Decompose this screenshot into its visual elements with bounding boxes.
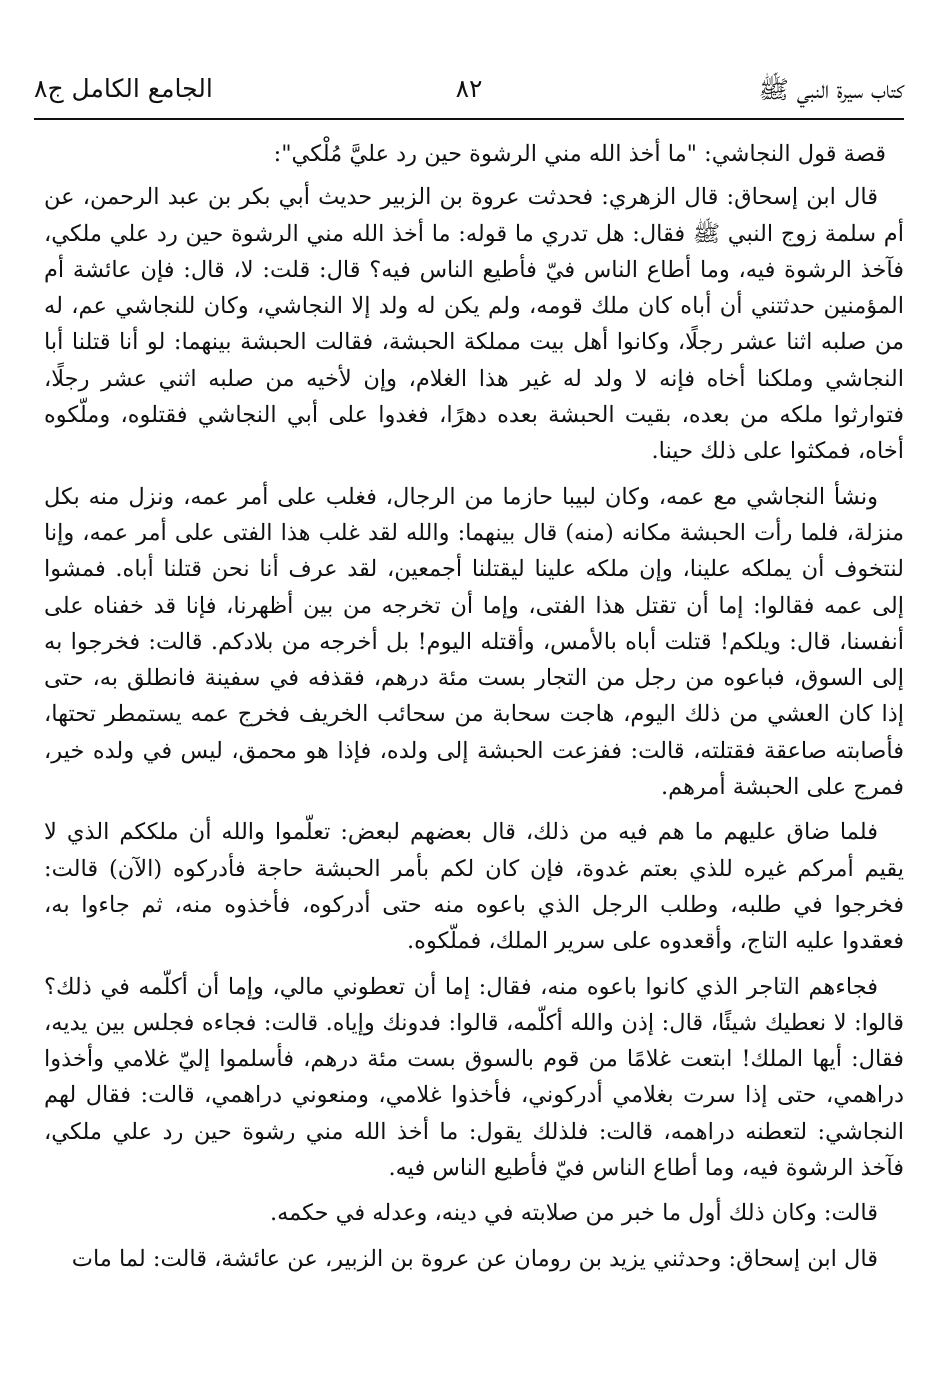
running-header bbox=[34, 66, 904, 116]
paragraph: قال ابن إسحاق: وحدثني يزيد بن رومان عن عروة بن الزبير، عن عائشة، قالت: لما مات bbox=[71, 1245, 878, 1272]
section-title: قصة قول النجاشي: "ما أخذ الله مني الرشوة حين رد عليَّ مُلْكي": bbox=[273, 141, 886, 167]
header-book-title: كتاب سيرة النبي ﷺ bbox=[758, 75, 904, 104]
paragraph: قال ابن إسحاق: قال الزهري: فحدثت عروة بن الزبير حديث أبي بكر بن عبد الرحمن، عن أم سلمة زوج النبي ﷺ فقال: هل تدري ما قوله: ما أخذ الله مني الرشوة حين رد علي ملكي، فآخذ الرشوة فيه، وما أطاع الناس فيّ فأطيع الناس فيه؟ قال: قلت: لا، قال: فإن عائشة أم المؤمنين حدثتني أن أباه كان ملك قومه، ولم يكن له ولد إلا النجاشي، وكان للنجاشي عم، له من صلبه اثنا عشر رجلًا، وكانوا أهل بيت مملكة الحبشة، فقالت الحبشة بينهما: لو أنا قتلنا أبا النجاشي وملكنا أخاه فإنه لا ولد له غير هذا الغلام، وإن لأخيه من صلبه اثني عشر رجلًا، فتوارثوا ملكه من بعده، بقيت الحبشة بعده دهرًا، فغدوا على أبي النجاشي فقتلوه، وملّكوه أخاه، فمكثوا على ذلك حينا. bbox=[44, 184, 904, 465]
header-rule bbox=[34, 118, 904, 120]
page-number: ٨٢ bbox=[455, 74, 483, 103]
paragraph: ونشأ النجاشي مع عمه، وكان لبيبا حازما من الرجال، فغلب على أمر عمه، ونزل منه بكل منزلة، فلما رأت الحبشة مكانه (منه) قال بينهما: والله لقد غلب هذا الفتى على أمر عمه، وإنا لنتخوف أن يملكه علينا، وإن ملكه علينا ليقتلنا أجمعين، لقد عرف أنا نحن قتلنا أباه. فمشوا إلى عمه فقالوا: إما أن تقتل هذا الفتى، وإما أن تخرجه من بين أظهرنا، فإنا قد خفناه على أنفسنا، قال: ويلكم! قتلت أباه بالأمس، وأقتله اليوم! بل أخرجه من بلادكم. قالت: فخرجوا به إلى السوق، فباعوه من رجل من التجار بست مئة درهم، فقذفه في سفينة فانطلق به، حتى إذا كان العشي من ذلك اليوم، هاجت سحابة من سحائب الخريف فخرج عمه يستمطر تحتها، فأصابته صاعقة فقتلته، قالت: ففزعت الحبشة إلى ولده، فإذا هو محمق، ليس في ولده خير، فمرج على الحبشة أمرهم. bbox=[44, 483, 904, 801]
paragraph: قالت: وكان ذلك أول ما خبر من صلابته في دينه، وعدله في حكمه. bbox=[269, 1200, 878, 1227]
paragraph: فلما ضاق عليهم ما هم فيه من ذلك، قال بعضهم لبعض: تعلّموا والله أن ملككم الذي لا يقيم أمركم غيره للذي بعتم غدوة، فإن كان لكم بأمر الحبشة حاجة فأدركوه (الآن) قالت: فخرجوا في طلبه، وطلب الرجل الذي باعوه منه حتى أدركوه، فأخذوه منه، ثم جاءوا به، فعقدوا عليه التاج، وأقعدوه على سرير الملك، فملّكوه. bbox=[44, 819, 904, 955]
paragraph: فجاءهم التاجر الذي كانوا باعوه منه، فقال: إما أن تعطوني مالي، وإما أن أكلّمه في ذلك؟ قالوا: لا نعطيك شيئًا، قال: إذن والله أكلّمه، قالوا: فدونك وإياه. قالت: فجاءه فجلس بين يديه، فقال: أيها الملك! ابتعت غلامًا من قوم بالسوق بست مئة درهم، فأسلموا إليّ غلامي وأخذوا دراهمي، حتى إذا سرت بغلامي أدركوني، فأخذوا غلامي، ومنعوني دراهمي، قالت: فقال لهم النجاشي: لتعطنه دراهمه، قالت: فلذلك يقول: ما أخذ الله مني رشوة حين رد علي ملكي، فآخذ الرشوة فيه، وما أطاع الناس فيّ فأطيع الناس فيه. bbox=[44, 973, 904, 1182]
header-volume-title: الجامع الكامل ج٨ bbox=[34, 74, 213, 103]
page-body bbox=[44, 136, 904, 1354]
